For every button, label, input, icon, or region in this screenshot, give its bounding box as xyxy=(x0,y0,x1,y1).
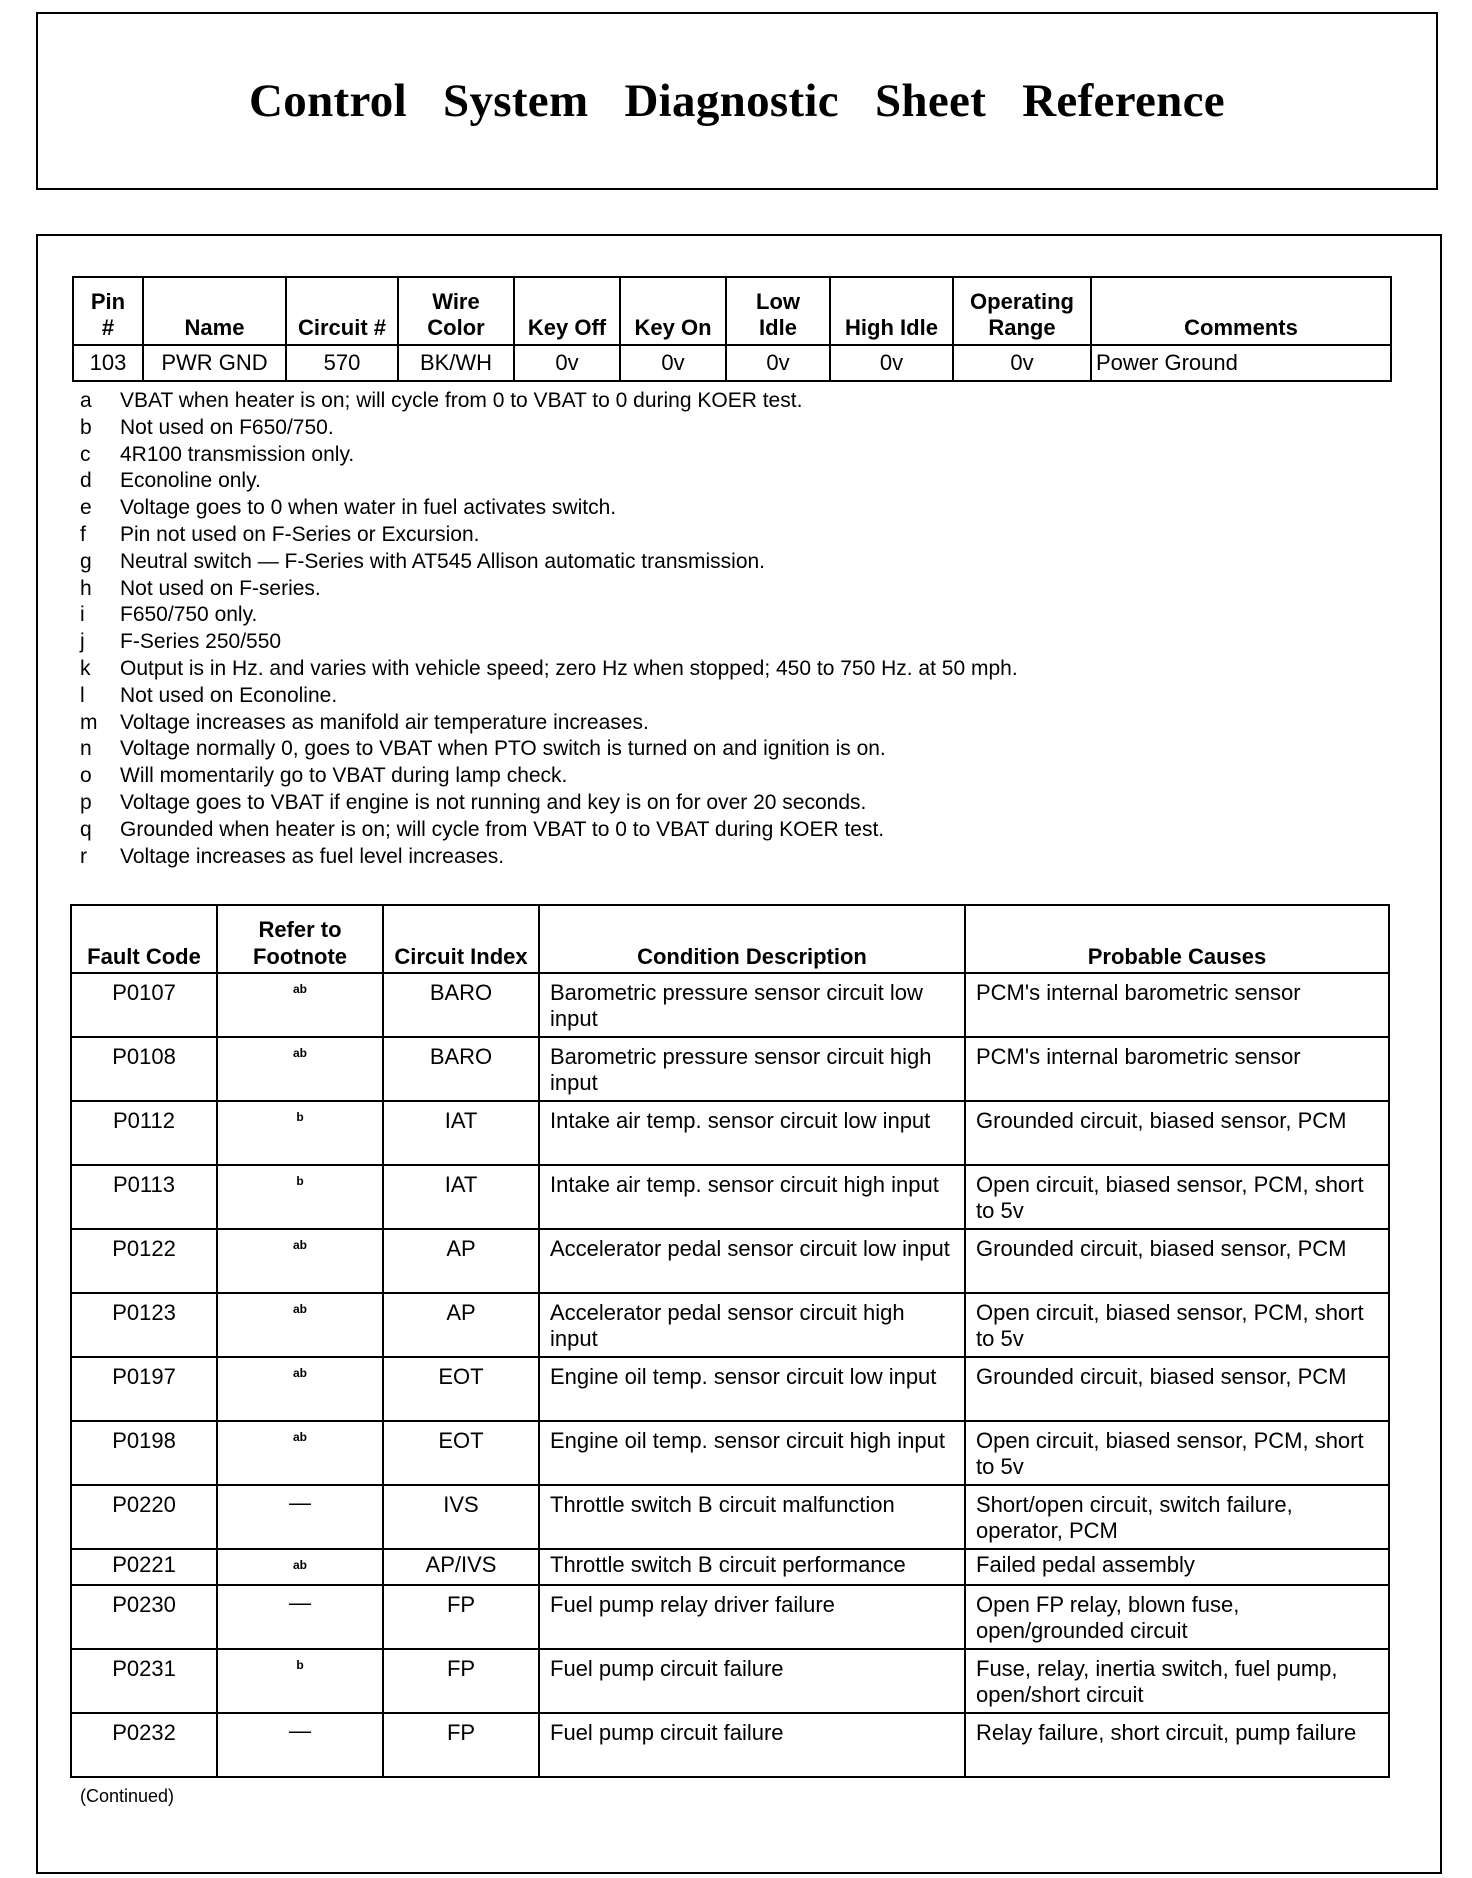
footnote-key: p xyxy=(80,790,92,814)
footnote-text: 4R100 transmission only. xyxy=(120,442,355,466)
footnote-item xyxy=(80,844,1018,871)
probable-causes-cell: Short/open circuit, switch failure, operator, PCM xyxy=(965,1485,1389,1549)
footnote-text: F-Series 250/550 xyxy=(120,630,282,654)
footnote-text: Not used on F650/750. xyxy=(120,415,334,439)
condition-description-cell: Fuel pump circuit failure xyxy=(539,1649,965,1713)
fault-code-cell: P0197 xyxy=(71,1357,217,1421)
footnote-key: a xyxy=(80,389,92,412)
footnote-text: Econoline only. xyxy=(120,469,261,493)
footnote-item xyxy=(80,468,1018,495)
column-header: High Idle xyxy=(830,277,953,345)
table-cell: 0v xyxy=(953,345,1091,381)
probable-causes-cell: Grounded circuit, biased sensor, PCM xyxy=(965,1101,1389,1165)
table-row xyxy=(71,1713,1389,1777)
footnote-text: Neutral switch — F-Series with AT545 Allison automatic transmission. xyxy=(120,549,766,573)
footnote-key: h xyxy=(80,576,92,600)
footnote-key: b xyxy=(80,415,92,439)
page-title: Control System Diagnostic Sheet Reference xyxy=(249,75,1225,127)
column-header: Key Off xyxy=(514,277,620,345)
circuit-index-cell: AP/IVS xyxy=(383,1549,539,1585)
footnote-item xyxy=(80,415,1018,442)
footnote-ref-cell: b xyxy=(217,1101,383,1165)
footnote-text: Not used on Econoline. xyxy=(120,683,338,707)
circuit-index-cell: FP xyxy=(383,1649,539,1713)
footnote-item xyxy=(80,495,1018,522)
table-row xyxy=(71,1549,1389,1585)
fault-code-cell: P0220 xyxy=(71,1485,217,1549)
footnote-ref-cell: — xyxy=(217,1485,383,1549)
condition-description-cell: Barometric pressure sensor circuit low input xyxy=(539,973,965,1037)
table-cell: 0v xyxy=(830,345,953,381)
probable-causes-cell: PCM's internal barometric sensor xyxy=(965,1037,1389,1101)
footnote-ref-cell: ab xyxy=(217,1549,383,1585)
circuit-index-cell: FP xyxy=(383,1585,539,1649)
column-header: Name xyxy=(143,277,286,345)
circuit-index-cell: IAT xyxy=(383,1165,539,1229)
fault-code-cell: P0108 xyxy=(71,1037,217,1101)
footnote-text: Voltage goes to 0 when water in fuel activates switch. xyxy=(120,496,617,520)
probable-causes-cell: Open circuit, biased sensor, PCM, short to 5v xyxy=(965,1421,1389,1485)
table-row xyxy=(71,1229,1389,1293)
footnote-text: Grounded when heater is on; will cycle from VBAT to 0 to VBAT during KOER test. xyxy=(120,817,885,841)
continued-label: (Continued) xyxy=(80,1786,175,1806)
condition-description-cell: Accelerator pedal sensor circuit low input xyxy=(539,1229,965,1293)
footnote-item xyxy=(80,763,1018,790)
fault-code-cell: P0112 xyxy=(71,1101,217,1165)
circuit-index-cell: IVS xyxy=(383,1485,539,1549)
table-cell: 103 xyxy=(73,345,143,381)
probable-causes-cell: Relay failure, short circuit, pump failure xyxy=(965,1713,1389,1777)
probable-causes-cell: Open circuit, biased sensor, PCM, short to 5v xyxy=(965,1165,1389,1229)
column-header: Low Idle xyxy=(726,277,830,345)
table-row xyxy=(71,1585,1389,1649)
fault-code-cell: P0107 xyxy=(71,973,217,1037)
footnote-item xyxy=(80,710,1018,737)
footnote-ref-cell: ab xyxy=(217,1293,383,1357)
footnote-key: j xyxy=(80,630,85,654)
table-cell: Power Ground xyxy=(1091,345,1391,381)
footnote-text: Not used on F-series. xyxy=(120,576,321,600)
column-header: Circuit # xyxy=(286,277,398,345)
footnote-item xyxy=(80,522,1018,549)
fault-code-cell: P0232 xyxy=(71,1713,217,1777)
circuit-index-cell: AP xyxy=(383,1293,539,1357)
table-row xyxy=(71,1357,1389,1421)
footnote-key: r xyxy=(80,844,87,868)
table-cell: BK/WH xyxy=(398,345,514,381)
footnote-ref-cell: — xyxy=(217,1585,383,1649)
table-cell: 0v xyxy=(620,345,726,381)
condition-description-cell: Intake air temp. sensor circuit high input xyxy=(539,1165,965,1229)
table-cell: PWR GND xyxy=(143,345,286,381)
fault-code-cell: P0221 xyxy=(71,1549,217,1585)
condition-description-cell: Throttle switch B circuit performance xyxy=(539,1549,965,1585)
column-header: Operating Range xyxy=(953,277,1091,345)
footnote-ref-cell: ab xyxy=(217,1229,383,1293)
condition-description-cell: Engine oil temp. sensor circuit high input xyxy=(539,1421,965,1485)
title-box xyxy=(36,12,1438,190)
footnote-key: l xyxy=(80,683,85,707)
probable-causes-cell: Grounded circuit, biased sensor, PCM xyxy=(965,1357,1389,1421)
footnote-key: f xyxy=(80,522,86,546)
column-header: Fault Code xyxy=(71,905,217,973)
footnote-item xyxy=(80,602,1018,629)
footnote-item xyxy=(80,736,1018,763)
footnote-item xyxy=(80,790,1018,817)
table-row xyxy=(71,1101,1389,1165)
column-header: Key On xyxy=(620,277,726,345)
column-header: Probable Causes xyxy=(965,905,1389,973)
column-header: Wire Color xyxy=(398,277,514,345)
footnote-key: g xyxy=(80,549,92,573)
probable-causes-cell: PCM's internal barometric sensor xyxy=(965,973,1389,1037)
footnote-ref-cell: b xyxy=(217,1649,383,1713)
table-row xyxy=(71,1293,1389,1357)
probable-causes-cell: Failed pedal assembly xyxy=(965,1549,1389,1585)
probable-causes-cell: Fuse, relay, inertia switch, fuel pump, open/short circuit xyxy=(965,1649,1389,1713)
footnote-text: Voltage increases as fuel level increases. xyxy=(120,844,505,868)
footnote-key: c xyxy=(80,442,91,466)
footnote-text: VBAT when heater is on; will cycle from 0 to VBAT to 0 during KOER test. xyxy=(120,389,803,412)
footnote-text: Pin not used on F-Series or Excursion. xyxy=(120,522,480,546)
condition-description-cell: Barometric pressure sensor circuit high input xyxy=(539,1037,965,1101)
column-header: Condition Description xyxy=(539,905,965,973)
content-box xyxy=(36,234,1442,1874)
table-row xyxy=(71,973,1389,1037)
footnote-text: Will momentarily go to VBAT during lamp check. xyxy=(120,764,568,788)
fault-code-cell: P0113 xyxy=(71,1165,217,1229)
footnote-ref-cell: b xyxy=(217,1165,383,1229)
circuit-index-cell: EOT xyxy=(383,1421,539,1485)
footnote-item xyxy=(80,817,1018,844)
probable-causes-cell: Open FP relay, blown fuse, open/grounded circuit xyxy=(965,1585,1389,1649)
table-row xyxy=(71,1165,1389,1229)
footnote-ref-cell: ab xyxy=(217,973,383,1037)
footnote-item xyxy=(80,388,1018,415)
probable-causes-cell: Grounded circuit, biased sensor, PCM xyxy=(965,1229,1389,1293)
footnote-text: Output is in Hz. and varies with vehicle speed; zero Hz when stopped; 450 to 750 Hz. at 50 mph. xyxy=(120,656,1018,680)
footnote-key: q xyxy=(80,817,92,841)
footnote-key: m xyxy=(80,710,98,734)
footnote-key: o xyxy=(80,764,92,788)
footnote-ref-cell: ab xyxy=(217,1421,383,1485)
column-header: Refer to Footnote xyxy=(217,905,383,973)
footnote-text: Voltage goes to VBAT if engine is not running and key is on for over 20 seconds. xyxy=(120,790,867,814)
footnote-ref-cell: ab xyxy=(217,1357,383,1421)
circuit-index-cell: IAT xyxy=(383,1101,539,1165)
table-row xyxy=(71,1037,1389,1101)
footnote-text: Voltage increases as manifold air temperature increases. xyxy=(120,710,649,734)
footnote-item xyxy=(80,576,1018,603)
footnotes-list xyxy=(80,388,1018,870)
circuit-index-cell: EOT xyxy=(383,1357,539,1421)
column-header: Circuit Index xyxy=(383,905,539,973)
fault-code-cell: P0122 xyxy=(71,1229,217,1293)
column-header: Comments xyxy=(1091,277,1391,345)
condition-description-cell: Throttle switch B circuit malfunction xyxy=(539,1485,965,1549)
column-header: Pin # xyxy=(73,277,143,345)
fault-code-cell: P0230 xyxy=(71,1585,217,1649)
footnote-text: F650/750 only. xyxy=(120,603,258,627)
circuit-index-cell: AP xyxy=(383,1229,539,1293)
table-row xyxy=(71,1649,1389,1713)
table-row xyxy=(73,345,1391,381)
condition-description-cell: Accelerator pedal sensor circuit high input xyxy=(539,1293,965,1357)
table-row xyxy=(71,1485,1389,1549)
condition-description-cell: Fuel pump circuit failure xyxy=(539,1713,965,1777)
footnote-ref-cell: — xyxy=(217,1713,383,1777)
condition-description-cell: Fuel pump relay driver failure xyxy=(539,1585,965,1649)
condition-description-cell: Intake air temp. sensor circuit low input xyxy=(539,1101,965,1165)
footnote-key: k xyxy=(80,656,91,680)
table-cell: 0v xyxy=(514,345,620,381)
footnote-key: i xyxy=(80,603,85,627)
condition-description-cell: Engine oil temp. sensor circuit low input xyxy=(539,1357,965,1421)
probable-causes-cell: Open circuit, biased sensor, PCM, short to 5v xyxy=(965,1293,1389,1357)
circuit-index-cell: BARO xyxy=(383,973,539,1037)
footnote-item xyxy=(80,683,1018,710)
fault-code-table xyxy=(70,904,1390,1778)
fault-code-cell: P0198 xyxy=(71,1421,217,1485)
footnote-item xyxy=(80,656,1018,683)
footnote-text: Voltage normally 0, goes to VBAT when PTO switch is turned on and ignition is on. xyxy=(120,737,886,761)
footnote-item xyxy=(80,629,1018,656)
footnote-key: e xyxy=(80,496,92,520)
table-cell: 0v xyxy=(726,345,830,381)
table-row xyxy=(71,1421,1389,1485)
footnote-key: n xyxy=(80,737,92,761)
footnote-item xyxy=(80,549,1018,576)
pin-table xyxy=(72,276,1392,382)
footnote-key: d xyxy=(80,469,92,493)
circuit-index-cell: FP xyxy=(383,1713,539,1777)
fault-code-cell: P0123 xyxy=(71,1293,217,1357)
circuit-index-cell: BARO xyxy=(383,1037,539,1101)
fault-code-cell: P0231 xyxy=(71,1649,217,1713)
footnote-ref-cell: ab xyxy=(217,1037,383,1101)
table-cell: 570 xyxy=(286,345,398,381)
footnote-item xyxy=(80,442,1018,469)
